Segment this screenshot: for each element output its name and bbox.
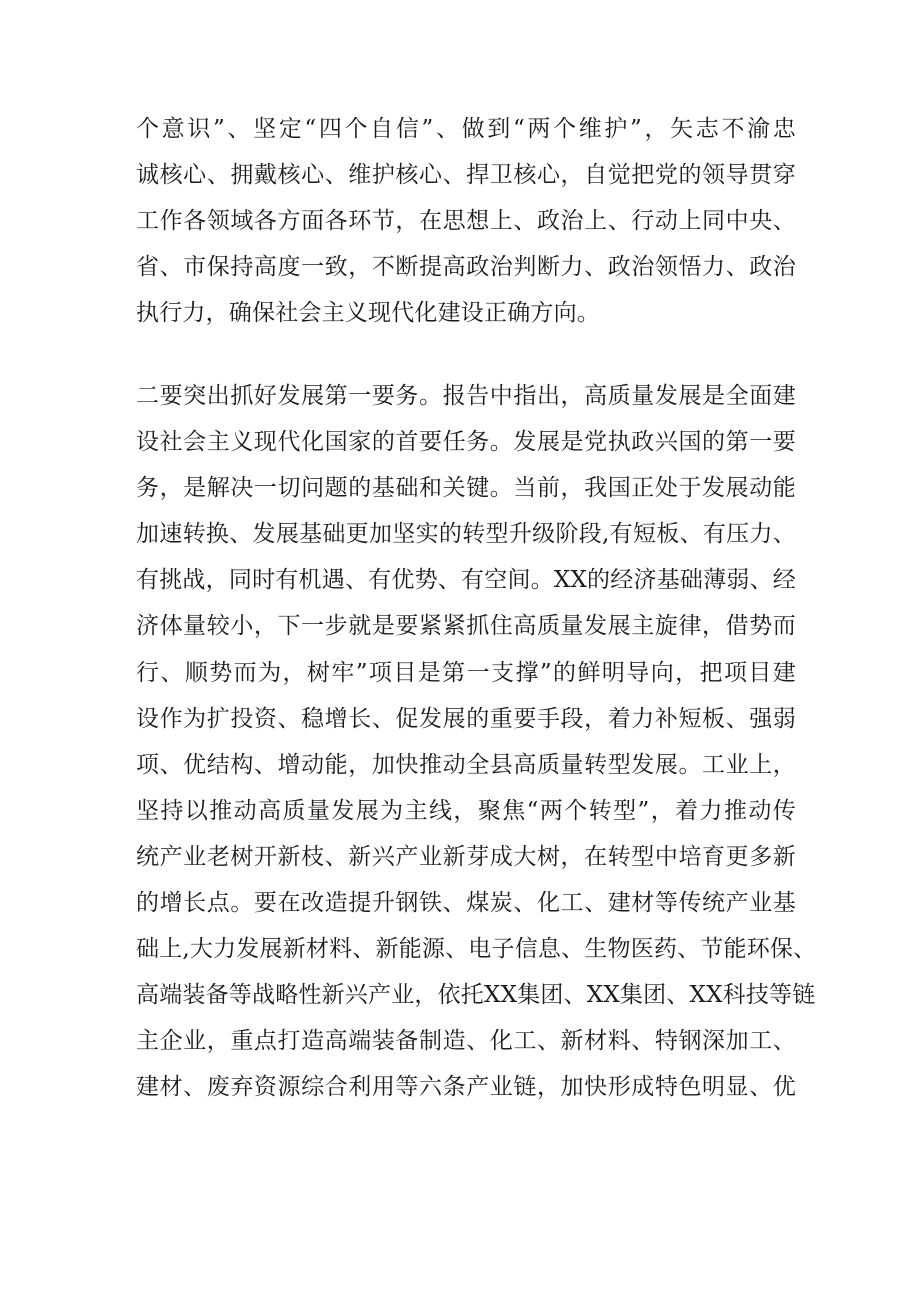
text-line: 主企业，重点打造高端装备制造、化工、新材料、特钢深加工、 xyxy=(136,1028,796,1055)
text-line: 坚持以推动高质量发展为主线，聚焦“两个转型”，着力推动传 xyxy=(136,797,796,824)
text-line: 济体量较小，下一步就是要紧紧抓住高质量发展主旋律，借势而 xyxy=(136,613,796,640)
text-line: 加速转换、发展基础更加坚实的转型升级阶段,有短板、有压力、 xyxy=(136,521,796,548)
paragraph-development-priority xyxy=(136,373,817,1111)
text-line: 的增长点。要在改造提升钢铁、煤炭、化工、建材等传统产业基 xyxy=(136,890,796,917)
text-line: 诚核心、拥戴核心、维护核心、捍卫核心，自觉把党的领导贯穿 xyxy=(136,162,796,189)
text-line: 统产业老树开新枝、新兴产业新芽成大树，在转型中培育更多新 xyxy=(136,843,796,870)
text-line: 个意识”、坚定“四个自信”、做到“两个维护”，矢志不渝忠 xyxy=(136,116,796,142)
text-line: 工作各领域各方面各环节，在思想上、政治上、行动上同中央、 xyxy=(136,208,796,235)
text-line: 省、市保持高度一致，不断提高政治判断力、政治领悟力、政治 xyxy=(136,254,796,281)
text-line: 础上,大力发展新材料、新能源、电子信息、生物医药、节能环保、 xyxy=(136,936,817,963)
text-line: 有挑战，同时有机遇、有优势、有空间。XX的经济基础薄弱、经 xyxy=(136,567,796,594)
text-line: 项、优结构、增动能，加快推动全县高质量转型发展。工业上， xyxy=(136,751,796,778)
paragraph-political-consciousness xyxy=(136,106,796,336)
text-line: 高端装备等战略性新兴产业，依托XX集团、XX集团、XX科技等链 xyxy=(136,982,816,1009)
text-line: 设作为扩投资、稳增长、促发展的重要手段，着力补短板、强弱 xyxy=(136,705,796,732)
text-line: 建材、废弃资源综合利用等六条产业链，加快形成特色明显、优 xyxy=(136,1074,796,1101)
text-line: 务，是解决一切问题的基础和关键。当前，我国正处于发展动能 xyxy=(136,475,796,502)
text-line: 二要突出抓好发展第一要务。报告中指出，高质量发展是全面建 xyxy=(136,383,796,409)
text-line: 行、顺势而为，树牢”项目是第一支撑”的鲜明导向，把项目建 xyxy=(136,659,796,686)
text-line: 设社会主义现代化国家的首要任务。发展是党执政兴国的第一要 xyxy=(136,429,796,456)
text-line: 执行力，确保社会主义现代化建设正确方向。 xyxy=(136,300,600,327)
